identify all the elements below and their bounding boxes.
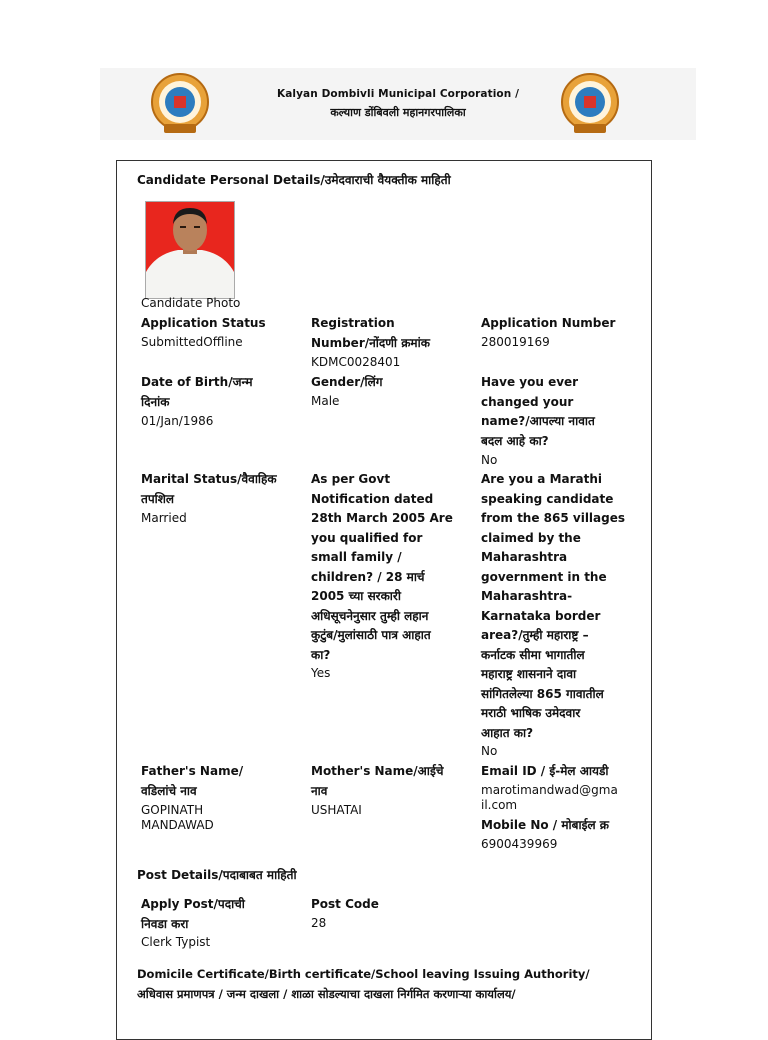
municipal-emblem-icon	[150, 72, 210, 136]
application-status-label: Application Status	[141, 316, 266, 330]
small-family-value: Yes	[311, 666, 331, 680]
small-family-label: As per Govt Notification dated 28th March 2005 Are you qualified for small family / children? / 28 मार्च 2005 च्या सरकारी अधिसूचनेनुसार तुम्ही लहान कुटुंब/मुलांसाठी पात्र आहात का?	[311, 472, 453, 662]
application-details-panel	[116, 160, 652, 1040]
application-number-value: 280019169	[481, 335, 550, 349]
apply-post-value: Clerk Typist	[141, 935, 211, 949]
application-status-value: SubmittedOffline	[141, 335, 243, 349]
gender-value: Male	[311, 394, 340, 408]
domicile-heading: Domicile Certificate/Birth certificate/School leaving Issuing Authority/ अधिवास प्रमाणपत्र / जन्म दाखला / शाळा सोडल्याचा दाखला निर्गमित करणाऱ्या कार्यालय/	[137, 967, 590, 1001]
mother-name-value: USHATAI	[311, 803, 362, 817]
marital-status-value: Married	[141, 511, 187, 525]
apply-post-label: Apply Post/पदाची निवडा करा	[141, 897, 245, 931]
org-name-mr: कल्याण डोंबिवली महानगरपालिका	[330, 106, 466, 119]
email-value: marotimandwad@gma il.com	[481, 783, 618, 812]
marital-status-label: Marital Status/वैवाहिक तपशिल	[141, 472, 277, 506]
gender-label: Gender/लिंग	[311, 375, 383, 389]
application-number-label: Application Number	[481, 316, 616, 330]
candidate-photo	[145, 201, 235, 299]
name-change-label: Have you ever changed your name?/आपल्या नावात बदल आहे का?	[481, 375, 595, 448]
registration-number-value: KDMC0028401	[311, 355, 401, 369]
municipal-emblem-icon	[560, 72, 620, 136]
header-banner	[100, 68, 696, 140]
email-label: Email ID / ई-मेल आयडी	[481, 764, 609, 778]
photo-caption: Candidate Photo	[141, 296, 241, 310]
post-code-value: 28	[311, 916, 327, 930]
father-name-value: GOPINATH MANDAWAD	[141, 803, 214, 832]
mobile-value: 6900439969	[481, 837, 558, 851]
mobile-label: Mobile No / मोबाईल क्र	[481, 818, 610, 832]
name-change-value: No	[481, 453, 498, 467]
post-code-label: Post Code	[311, 897, 379, 911]
post-details-heading: Post Details/पदाबाबत माहिती	[137, 868, 297, 882]
father-name-label: Father's Name/ वडिलांचे नाव	[141, 764, 244, 798]
date-of-birth-label: Date of Birth/जन्म दिनांक	[141, 375, 253, 409]
org-name-en: Kalyan Dombivli Municipal Corporation /	[276, 88, 520, 100]
marathi-candidate-label: Are you a Marathi speaking candidate from the 865 villages claimed by the Maharashtra government in the Maharashtra- Karnataka border area?/तुम्ही महाराष्ट्र – कर्नाटक सीमा भागातील महाराष्ट्र शासनाने दावा सांगितलेल्या 865 गावातील मराठी भाषिक उमेदवार आहात का?	[481, 472, 626, 740]
personal-details-heading: Candidate Personal Details/उमेदवाराची वैयक्तीक माहिती	[137, 173, 451, 187]
mother-name-label: Mother's Name/आईचे नाव	[311, 764, 444, 798]
registration-number-label: Registration Number/नोंदणी क्रमांक	[311, 316, 430, 350]
date-of-birth-value: 01/Jan/1986	[141, 414, 214, 428]
marathi-candidate-value: No	[481, 744, 498, 758]
person-portrait-icon	[146, 202, 234, 298]
